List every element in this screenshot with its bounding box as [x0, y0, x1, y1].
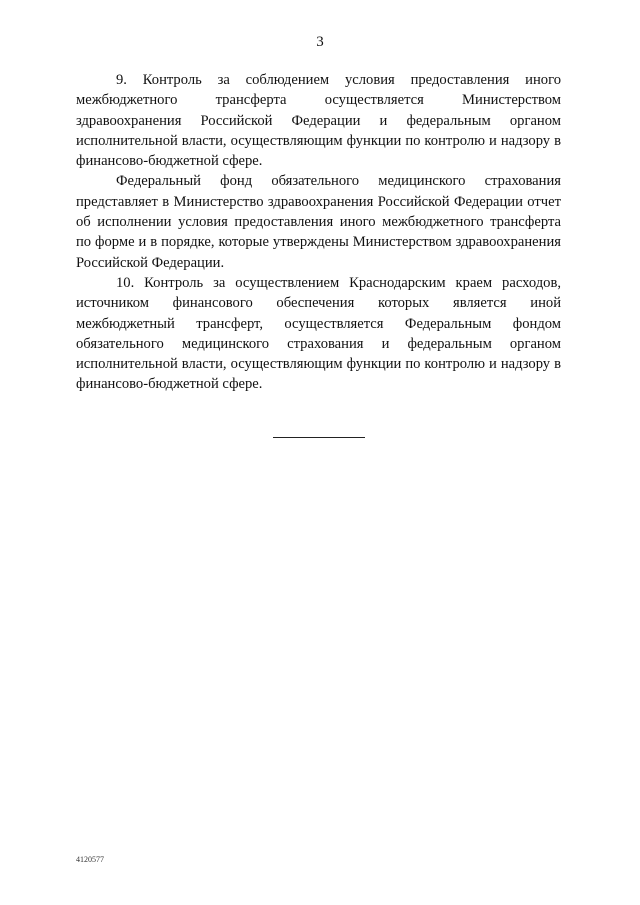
paragraph-10: 10. Контроль за осуществлением Краснодарским краем расходов, источником финансового обеспечения которых является иной межбюджетный трансферт, осуществляется Федеральным фондом обязательного медицинского страхования и федеральным органом исполнительной власти, осуществляющим функции по контролю и надзору в финансово-бюджетной сфере. [76, 274, 561, 393]
paragraph-fund-report: Федеральный фонд обязательного медицинского страхования представляет в Министерство здравоохранения Российской Федерации отчет об исполнении условия предоставления иного межбюджетного трансферта по форме и в порядке, которые утверждены Министерством здравоохранения Российской Федерации. [76, 173, 561, 271]
document-body [76, 70, 561, 395]
document-code: 4120577 [76, 855, 104, 864]
page-number: 3 [316, 34, 324, 50]
end-divider [273, 437, 365, 438]
paragraph-9: 9. Контроль за соблюдением условия предоставления иного межбюджетного трансферта осуществляется Министерством здравоохранения Российской Федерации и федеральным органом исполнительной власти, осуществляющим функции по контролю и надзору в финансово-бюджетной сфере. [76, 72, 561, 170]
